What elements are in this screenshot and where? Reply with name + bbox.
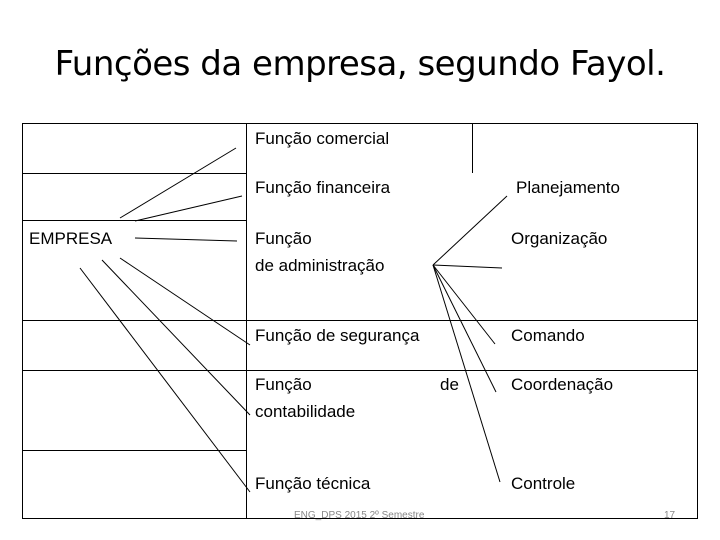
- connector-admin-controle: [433, 265, 500, 482]
- function-administracao-line1: Função: [255, 229, 312, 248]
- function-contabilidade-line1: Função: [255, 375, 312, 394]
- connector-admin-organizacao: [433, 265, 502, 268]
- function-contabilidade-line2: contabilidade: [255, 402, 356, 421]
- root-label-empresa: EMPRESA: [29, 229, 113, 248]
- function-administracao-line2: de administração: [255, 256, 385, 275]
- connector-admin-coordenacao: [433, 265, 496, 392]
- function-contabilidade-de: de: [440, 375, 459, 394]
- connector-empresa-tecnica: [80, 268, 250, 492]
- connector-admin-comando: [433, 265, 495, 344]
- function-tecnica: Função técnica: [255, 474, 371, 493]
- slide-title: Funções da empresa, segundo Fayol.: [54, 44, 666, 84]
- function-financeira: Função financeira: [255, 178, 391, 197]
- footer-source: ENG_DPS 2015 2º Semestre: [294, 510, 425, 521]
- connector-admin-planejamento: [433, 196, 507, 265]
- connector-empresa-seguranca: [120, 258, 250, 345]
- element-planejamento: Planejamento: [516, 178, 620, 197]
- page-number: 17: [664, 510, 676, 521]
- connector-empresa-comercial: [120, 148, 236, 218]
- element-organizacao: Organização: [511, 229, 608, 248]
- connector-empresa-administracao: [135, 238, 237, 241]
- element-coordenacao: Coordenação: [511, 375, 614, 394]
- connector-empresa-contabilidade: [102, 260, 250, 415]
- function-comercial: Função comercial: [255, 129, 390, 148]
- element-controle: Controle: [511, 474, 576, 493]
- element-comando: Comando: [511, 326, 585, 345]
- function-seguranca: Função de segurança: [255, 326, 420, 345]
